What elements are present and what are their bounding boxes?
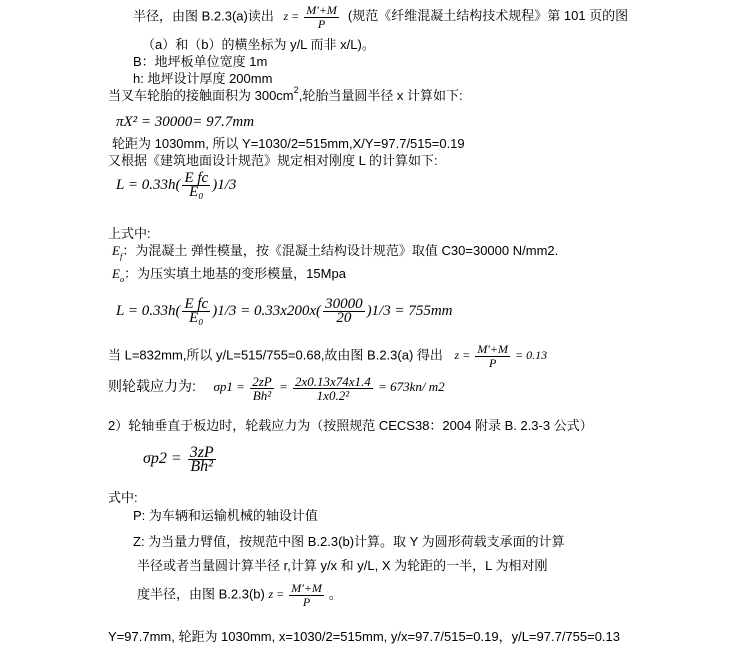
text-line-3: B：地坪板单位宽度 1m — [133, 54, 268, 69]
stiffness-denominator: E₀ — [189, 184, 204, 200]
text-line-18: 式中: — [108, 490, 138, 505]
sp1-lhs: σp1 = — [213, 379, 245, 394]
sp1-fraction — [250, 375, 274, 402]
text-line-4: h: 地坪设计厚度 200mm — [133, 71, 273, 86]
stiffness-formula — [116, 172, 236, 199]
sigma-p1-formula — [213, 373, 445, 403]
sigma-p2-formula — [143, 446, 218, 473]
sp1-denominator-2: 1x0.2² — [316, 387, 350, 403]
ef-description: ：为混凝土 弹性模量，按《混凝土结构设计规范》取值 C30=30000 N/mm2. — [122, 243, 559, 258]
sp1-numerator-2: 2x0.13x74x1.4 — [294, 373, 371, 389]
ef-subscript: f — [119, 251, 123, 261]
z-formula — [283, 3, 343, 31]
text-line-7: 轮距为 1030mm, 所以 Y=1030/2=515mm,X/Y=97.7/515=0.19 — [112, 136, 465, 151]
stiffness-fraction — [182, 172, 210, 199]
sp2-fraction — [188, 446, 216, 473]
z-formula-b — [268, 581, 328, 609]
z-numerator: M'+M — [306, 3, 337, 17]
z3-fraction — [289, 582, 324, 609]
text-line-21: 半径或者当量圆计算半径 r,计算 y/x 和 y/L, X 为轮距的一半，L 为相对刚 — [137, 558, 548, 573]
calc-tail: )1/3 = 755mm — [366, 302, 453, 319]
sp2-numerator: 3zP — [189, 444, 214, 461]
z2-result: = 0.13 — [514, 348, 548, 363]
text-line-2: （a）和（b）的横坐标为 y/L 而非 x/L)。 — [142, 37, 375, 52]
line14-prefix: 当 L=832mm,所以 y/L=515/755=0.68,故由图 B.2.3(a) 得出 — [108, 347, 443, 363]
stiffness-calculation — [116, 298, 453, 325]
line5-superscript: 2 — [293, 85, 299, 95]
sp1-fraction-2 — [293, 375, 373, 402]
line1-suffix: (规范《纤维混凝土结构技术规程》第 101 页的图 — [347, 8, 629, 24]
stiffness-numerator: E fc — [184, 170, 209, 186]
z-result-formula — [454, 342, 548, 370]
z2-denominator: P — [488, 356, 497, 370]
z-lhs: z = — [283, 9, 300, 24]
line5-prefix: 当叉车轮胎的接触面积为 300cm — [108, 88, 294, 103]
e0-subscript: o — [119, 274, 125, 284]
e0-symbol: E — [112, 266, 120, 281]
sp1-denominator: Bh² — [252, 387, 272, 403]
line1-prefix: 半径，由图 B.2.3(a)读出 — [133, 8, 274, 24]
calc-fraction-2 — [323, 298, 365, 325]
ef-symbol: E — [112, 243, 120, 258]
sp1-result: = 673kn/ m2 — [378, 379, 445, 394]
calc-denominator-2: 20 — [336, 310, 352, 326]
sp1-equals: = — [278, 379, 288, 394]
calc-lhs: L = 0.33h( — [116, 302, 181, 319]
calc-denominator-1: E₀ — [189, 310, 204, 326]
text-line-19: P: 为车辆和运输机械的轴设计值 — [133, 508, 318, 523]
text-line-8: 又根据《建筑地面设计规范》规定相对刚度 L 的计算如下: — [108, 153, 438, 168]
calc-numerator-2: 30000 — [325, 296, 363, 312]
stiffness-exponent: )1/3 — [212, 176, 237, 193]
sp2-lhs: σp2 = — [143, 450, 182, 468]
z3-denominator: P — [302, 595, 311, 609]
calc-fraction-1 — [182, 298, 210, 325]
text-line-5 — [108, 85, 463, 105]
text-line-22 — [137, 582, 342, 609]
z3-numerator: M'+M — [291, 581, 322, 595]
text-line-10: 上式中: — [108, 226, 151, 241]
text-line-15 — [108, 374, 445, 402]
text-line-1 — [133, 4, 628, 31]
text-line-16: 2）轮轴垂直于板边时，轮载应力为（按照规范 CECS38：2004 附录 B. 2.3-3 公式） — [108, 418, 593, 433]
z-denominator: P — [317, 17, 326, 31]
line5-suffix: ,轮胎当量圆半径 x 计算如下: — [298, 88, 463, 103]
line22-prefix: 度半径，由图 B.2.3(b) — [137, 586, 265, 602]
e0-description: ：为压实填土地基的变形模量，15Mpa — [124, 266, 346, 281]
sp1-numerator: 2zP — [252, 373, 272, 389]
text-line-14 — [108, 343, 547, 370]
text-line-12 — [112, 266, 346, 283]
text-line-20: Z: 为当量力臂值，按规范中图 B.2.3(b)计算。取 Y 为圆形荷载支承面的计算 — [133, 534, 565, 549]
text-line-23: Y=97.7mm, 轮距为 1030mm, x=1030/2=515mm, y/x=97.7/515=0.19，y/L=97.7/755=0.13 — [108, 629, 621, 644]
circle-radius-formula: πX² = 30000= 97.7mm — [116, 114, 255, 130]
wheel-stress-label: 则轮载应力为: — [108, 378, 196, 394]
calc-numerator-1: E fc — [184, 296, 209, 312]
calc-middle: )1/3 = 0.33x200x( — [212, 302, 322, 319]
sp2-denominator: Bh² — [190, 458, 213, 475]
stiffness-lhs: L = 0.33h( — [116, 176, 181, 193]
z-fraction — [304, 4, 339, 31]
line22-suffix: 。 — [328, 586, 342, 602]
z2-fraction — [475, 343, 510, 370]
text-line-11 — [112, 243, 558, 260]
z3-lhs: z = — [268, 587, 285, 602]
z2-numerator: M'+M — [477, 342, 508, 356]
z2-lhs: z = — [454, 348, 471, 363]
